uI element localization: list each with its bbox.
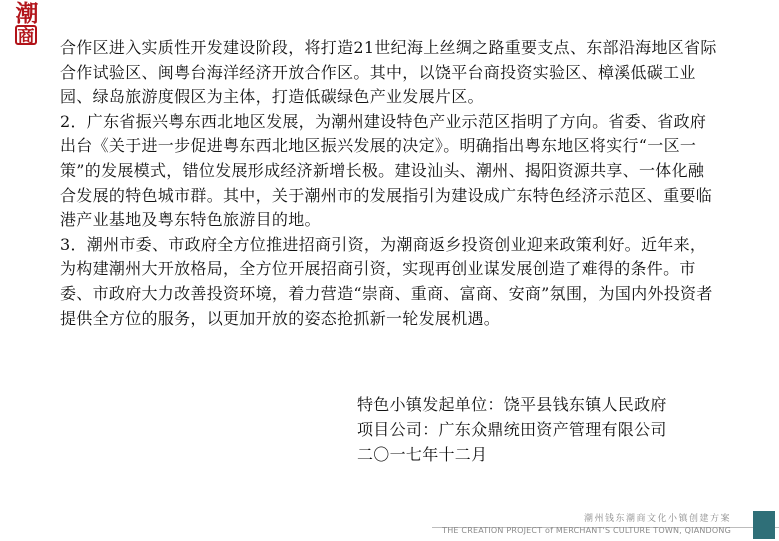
chaoshang-logo bbox=[10, 2, 44, 48]
logo-char-shang-seal: 商 bbox=[15, 25, 37, 45]
date-line: 二〇一七年十二月 bbox=[357, 445, 488, 464]
logo-char-chao: 潮 bbox=[15, 0, 39, 27]
footer-caption bbox=[442, 514, 731, 536]
initiator-line: 特色小镇发起单位：饶平县钱东镇人民政府 bbox=[357, 395, 667, 414]
paragraph-1: 合作区进入实质性开发建设阶段，将打造21世纪海上丝绸之路重要支点、东部沿海地区省际合作试验区、闽粤台海洋经济开放合作区。其中，以饶平台商投资实验区、樟溪低碳工业园、绿岛旅游度假区为主体，打造低碳绿色产业发展片区。 bbox=[60, 38, 717, 107]
body-text bbox=[60, 36, 720, 331]
footer-title-en: THE CREATION PROJECT of MERCHANT'S CULTURE TOWN, QIANDONG bbox=[442, 526, 731, 535]
paragraph-3: 3．潮州市委、市政府全方位推进招商引资，为潮商返乡投资创业迎来政策利好。近年来，为构建潮州大开放格局，全方位开展招商引资，实现再创业谋发展创造了难得的条件。市委、市政府大力改善投资环境，着力营造“崇商、重商、富商、安商”氛围，为国内外投资者提供全方位的服务，以更加开放的姿态抢抓新一轮发展机遇。 bbox=[60, 234, 713, 328]
footer-title-cn: 潮州钱东潮商文化小镇创建方案 bbox=[583, 514, 731, 524]
company-line: 项目公司：广东众鼎统田资产管理有限公司 bbox=[357, 420, 667, 439]
footer-accent-square bbox=[753, 511, 775, 539]
signature-block bbox=[357, 392, 737, 467]
paragraph-2: 2．广东省振兴粤东西北地区发展，为潮州建设特色产业示范区指明了方向。省委、省政府出台《关于进一步促进粤东西北地区振兴发展的决定》。明确指出粤东地区将实行“一区一策”的发展模式，错位发展形成经济新增长极。建设汕头、潮州、揭阳资源共享、一体化融合发展的特色城市群。其中，关于潮州市的发展指引为建设成广东特色经济示范区、重要临港产业基地及粤东特色旅游目的地。 bbox=[60, 111, 713, 230]
